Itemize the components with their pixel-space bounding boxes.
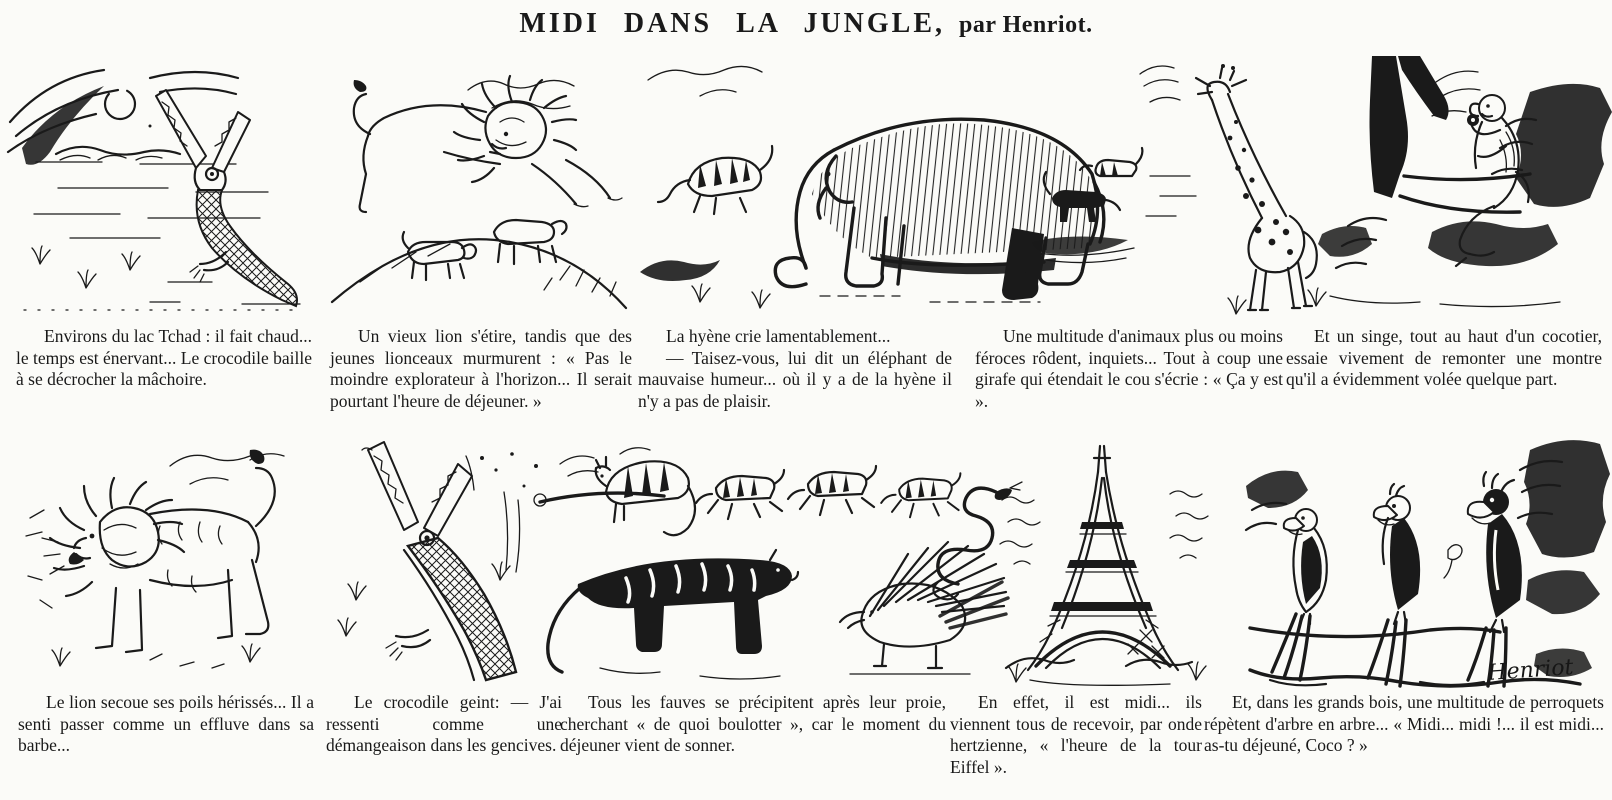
caption-bottom-1 bbox=[18, 692, 314, 757]
parrot-3 bbox=[1468, 472, 1522, 686]
caption-text: Le crocodile geint: — J'ai ressenti comme une démangeaison dans les gencives. bbox=[326, 692, 562, 756]
caption-text: Environs du lac Tchad : il fait chaud... le temps est énervant... Le crocodile baille à se décrocher la mâchoire. bbox=[16, 326, 312, 390]
parrot-1 bbox=[1272, 509, 1327, 680]
tigers-porcupine-snake-scene bbox=[540, 448, 1022, 679]
caption-text: — Taisez-vous, lui dit un éléphant de mauvaise humeur... où il y a de la hyène il n'y a pas de plaisir. bbox=[638, 347, 952, 412]
caption-top-1 bbox=[16, 326, 312, 391]
page-title bbox=[0, 8, 1612, 40]
caption-text: Tous les fauves se précipitent après leur proie, cherchant « de quoi boulotter », car le moment du déjeuner vient de sonner. bbox=[560, 692, 946, 756]
caption-text: Et, dans les grands bois, une multitude de perroquets répètent d'arbre en arbre... « Midi... midi !... il est midi... as-tu déjeuné, Coco ? » bbox=[1204, 692, 1604, 756]
caption-text: Une multitude d'animaux plus ou moins féroces rôdent, inquiets... Tout à coup une girafe qui étendait le cou s'écrie : « Ça y est ». bbox=[975, 326, 1283, 412]
title-byline: par Henriot. bbox=[959, 12, 1093, 38]
caption-top-5 bbox=[1286, 326, 1602, 391]
bottom-illustration-strip bbox=[0, 430, 1612, 688]
caption-text: Le lion secoue ses poils hérissés... Il a senti passer comme un effluve dans sa barbe... bbox=[18, 692, 314, 756]
top-illustration-strip bbox=[0, 56, 1612, 321]
caption-text: Un vieux lion s'étire, tandis que des jeunes lionceaux murmurent : « Pas le moindre explorateur à l'horizon... Il serait pourtant l'heure de déjeuner. » bbox=[330, 326, 632, 412]
title-main: MIDI DANS LA JUNGLE, bbox=[519, 8, 946, 39]
lion-shaking-scene bbox=[26, 450, 284, 668]
caption-text: La hyène crie lamentablement... bbox=[666, 326, 891, 346]
caption-top-3 bbox=[638, 326, 952, 413]
caption-text: En effet, il est midi... ils viennent tous de recevoir, par onde hertzienne, « l'heure de la tour Eiffel ». bbox=[950, 692, 1202, 778]
crocodile-groaning-scene bbox=[338, 442, 546, 680]
elephant-hyena-scene bbox=[640, 66, 1180, 308]
small-bird-sketch bbox=[1444, 545, 1462, 578]
caption-top-4 bbox=[975, 326, 1283, 413]
caption-text: Et un singe, tout au haut d'un cocotier, essaie vivement de remonter une montre qu'il a évidemment volée quelque part. bbox=[1286, 326, 1602, 390]
parrots-scene bbox=[1246, 440, 1610, 686]
caption-bottom-5 bbox=[1204, 692, 1604, 757]
caption-bottom-3 bbox=[560, 692, 946, 757]
monkey-cocotier-scene bbox=[1318, 56, 1612, 307]
eiffel-tower-scene bbox=[1000, 446, 1208, 685]
caption-top-2 bbox=[330, 326, 632, 413]
artist-signature: Henriot bbox=[1486, 655, 1575, 686]
stretching-lion-cubs-scene bbox=[332, 76, 626, 308]
giraffe-scene bbox=[1146, 64, 1326, 314]
crocodile-lake-scene bbox=[8, 70, 300, 310]
parrot-2 bbox=[1368, 484, 1420, 686]
caption-bottom-2 bbox=[326, 692, 562, 757]
caption-bottom-4 bbox=[950, 692, 1202, 779]
